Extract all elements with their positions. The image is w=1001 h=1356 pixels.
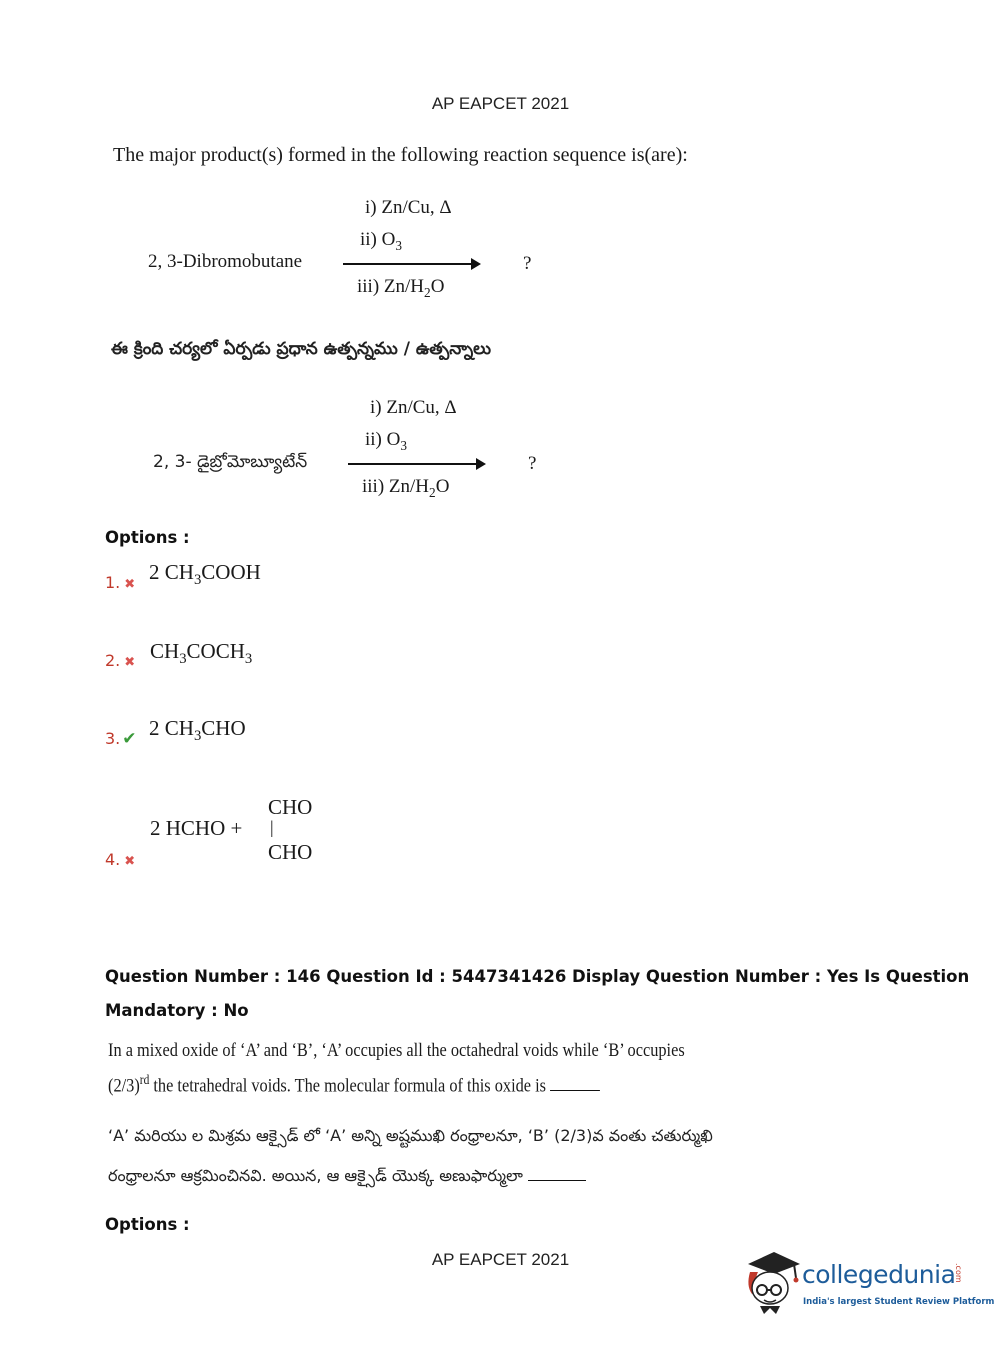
reagent-3-subscript: 2 [424, 284, 431, 300]
question-2-text-te-2-text: రంధ్రాలనూ ఆక్రమించినవి. అయిన, ఆ ఆక్సైడ్ యొక్క అణుఫార్ములా [108, 1166, 523, 1185]
option-2-part-a: CH [150, 639, 180, 663]
options-label: Options : [105, 528, 190, 547]
logo-tagline: India's largest Student Review Platform [803, 1297, 995, 1307]
option-4-left[interactable]: 2 HCHO + [150, 816, 243, 840]
question-2-text-en-2-rest: the tetrahedral voids. The molecular formula of this oxide is [149, 1075, 547, 1097]
reagent-3-te-suffix: O [435, 476, 450, 497]
page-header: AP EAPCET 2021 [431, 94, 570, 113]
option-4-cho-top: CHO [268, 795, 313, 819]
fraction: (2/3) [108, 1075, 140, 1097]
question-2-text-te-2 [108, 1166, 586, 1189]
product-unknown-1: ? [523, 253, 532, 274]
correct-check-icon: ✔ [122, 729, 137, 749]
answer-blank-te [528, 1180, 586, 1181]
reaction-arrow-1 [343, 263, 479, 265]
option-4-bond: | [270, 817, 274, 837]
option-2-part-b: COCH [186, 639, 245, 663]
option-2-sub-1: 3 [179, 651, 187, 668]
question-2-text-en-2 [108, 1072, 600, 1097]
option-3-num: 3. [105, 729, 121, 748]
options-label-2: Options : [105, 1215, 190, 1234]
answer-blank [550, 1090, 600, 1091]
reagent-3-te [362, 476, 449, 501]
option-1-part-a: 2 CH [149, 560, 194, 584]
option-1-num: 1. [105, 573, 121, 592]
reagent-2 [360, 229, 402, 254]
mascot-icon [740, 1250, 802, 1316]
reagent-3-te-subscript: 2 [429, 484, 436, 500]
reagent-2-te-prefix: ii) O [365, 429, 401, 450]
option-2-num: 2. [105, 651, 121, 670]
product-unknown-2: ? [528, 453, 537, 474]
option-3-part-a: 2 CH [149, 716, 194, 740]
reagent-2-te [365, 429, 407, 454]
reagent-1-te: i) Zn/Cu, Δ [370, 397, 457, 418]
option-4-cho-bottom: CHO [268, 840, 313, 864]
reactant-en: 2, 3-Dibromobutane [148, 251, 303, 272]
reagent-3-te-prefix: iii) Zn/H [362, 476, 430, 497]
question-meta-line-1: Question Number : 146 Question Id : 5447341426 Display Question Number : Yes Is Question [105, 967, 970, 986]
wrong-mark-icon: ✖ [124, 854, 136, 869]
wrong-mark-icon: ✖ [124, 577, 136, 592]
option-4-num: 4. [105, 850, 121, 869]
question-2-text-en-1: In a mixed oxide of ‘A’ and ‘B’, ‘A’ occupies all the octahedral voids while ‘B’ occupies [108, 1040, 685, 1061]
reagent-3 [357, 276, 444, 301]
option-1-number [105, 573, 135, 592]
logo-brand: collegedunia [802, 1260, 956, 1289]
reagent-3-suffix: O [430, 276, 445, 297]
option-3-number [105, 729, 137, 749]
logo-suffix: .com [954, 1263, 963, 1283]
reagent-2-te-subscript: 3 [400, 437, 408, 453]
reagent-2-prefix: ii) O [360, 229, 396, 250]
page-footer: AP EAPCET 2021 [431, 1250, 570, 1269]
option-1-part-b: COOH [201, 560, 261, 584]
option-1-formula[interactable] [149, 560, 261, 589]
reagent-3-prefix: iii) Zn/H [357, 276, 425, 297]
option-3-sub: 3 [193, 728, 202, 745]
option-4-number [105, 850, 135, 869]
question-meta-line-2: Mandatory : No [105, 1001, 249, 1020]
collegedunia-logo[interactable] [740, 1250, 995, 1320]
wrong-mark-icon: ✖ [124, 655, 136, 670]
reactant-te: 2, 3- డైబ్రోమోబ్యూటేన్ [153, 452, 308, 472]
reagent-2-subscript: 3 [395, 237, 403, 253]
reagent-1: i) Zn/Cu, Δ [365, 197, 452, 218]
option-2-formula[interactable] [150, 639, 252, 668]
option-3-part-b: CHO [201, 716, 246, 740]
option-1-sub: 3 [193, 572, 202, 589]
option-2-sub-2: 3 [244, 651, 253, 668]
option-3-formula[interactable] [149, 716, 246, 745]
option-2-number [105, 651, 135, 670]
reaction-arrow-2 [348, 463, 484, 465]
question-2-text-te-1: ‘A’ మరియు ల మిశ్రమ ఆక్సైడ్ లో ‘A’ అన్ని అష్టముఖి రంధ్రాలనూ, ‘B’ (2/3)వ వంతు చతుర్ముఖి [108, 1126, 713, 1145]
question-text-te: ఈ క్రింది చర్యలో ఏర్పడు ప్రధాన ఉత్పన్నము / ఉత్పన్నాలు [111, 339, 492, 359]
fraction-sup: rd [139, 1072, 150, 1087]
question-text-en: The major product(s) formed in the following reaction sequence is(are): [113, 144, 688, 166]
